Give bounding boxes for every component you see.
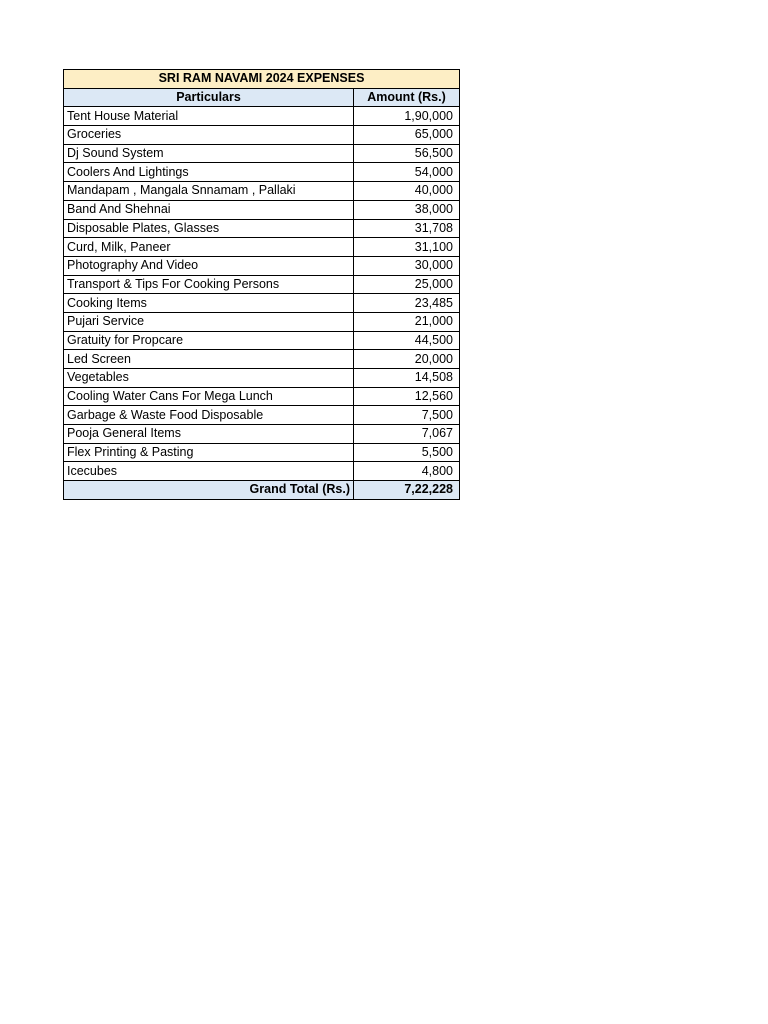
particular-cell: Curd, Milk, Paneer xyxy=(64,238,354,257)
amount-cell: 21,000 xyxy=(354,312,460,331)
table-row xyxy=(64,126,460,145)
table-row xyxy=(64,163,460,182)
table-row xyxy=(64,107,460,126)
amount-cell: 30,000 xyxy=(354,256,460,275)
amount-cell: 25,000 xyxy=(354,275,460,294)
table-row xyxy=(64,182,460,201)
particular-cell: Coolers And Lightings xyxy=(64,163,354,182)
particular-cell: Pujari Service xyxy=(64,312,354,331)
particular-cell: Led Screen xyxy=(64,350,354,369)
amount-cell: 38,000 xyxy=(354,200,460,219)
particular-cell: Disposable Plates, Glasses xyxy=(64,219,354,238)
amount-cell: 7,500 xyxy=(354,406,460,425)
table-row xyxy=(64,462,460,481)
amount-cell: 7,067 xyxy=(354,425,460,444)
amount-header: Amount (Rs.) xyxy=(354,88,460,107)
table-row xyxy=(64,200,460,219)
grand-total-label: Grand Total (Rs.) xyxy=(64,481,354,500)
table-row xyxy=(64,425,460,444)
amount-cell: 5,500 xyxy=(354,443,460,462)
table-row xyxy=(64,238,460,257)
table-row xyxy=(64,294,460,313)
table-row xyxy=(64,331,460,350)
table-row xyxy=(64,406,460,425)
particular-cell: Flex Printing & Pasting xyxy=(64,443,354,462)
particular-cell: Band And Shehnai xyxy=(64,200,354,219)
expense-rows xyxy=(64,107,460,481)
table-row xyxy=(64,275,460,294)
amount-cell: 40,000 xyxy=(354,182,460,201)
particular-cell: Cooling Water Cans For Mega Lunch xyxy=(64,387,354,406)
particular-cell: Vegetables xyxy=(64,369,354,388)
amount-cell: 14,508 xyxy=(354,369,460,388)
amount-cell: 44,500 xyxy=(354,331,460,350)
table-row xyxy=(64,443,460,462)
table-row xyxy=(64,312,460,331)
amount-cell: 4,800 xyxy=(354,462,460,481)
table-title: SRI RAM NAVAMI 2024 EXPENSES xyxy=(64,70,460,89)
amount-cell: 65,000 xyxy=(354,126,460,145)
table-row xyxy=(64,219,460,238)
table-row xyxy=(64,350,460,369)
particular-cell: Pooja General Items xyxy=(64,425,354,444)
amount-cell: 56,500 xyxy=(354,144,460,163)
header-row xyxy=(64,88,460,107)
particular-cell: Garbage & Waste Food Disposable xyxy=(64,406,354,425)
amount-cell: 1,90,000 xyxy=(354,107,460,126)
amount-cell: 20,000 xyxy=(354,350,460,369)
expense-sheet xyxy=(63,69,459,500)
amount-cell: 23,485 xyxy=(354,294,460,313)
particular-cell: Dj Sound System xyxy=(64,144,354,163)
particular-cell: Transport & Tips For Cooking Persons xyxy=(64,275,354,294)
amount-cell: 12,560 xyxy=(354,387,460,406)
particular-cell: Photography And Video xyxy=(64,256,354,275)
particular-cell: Tent House Material xyxy=(64,107,354,126)
particular-cell: Groceries xyxy=(64,126,354,145)
amount-cell: 54,000 xyxy=(354,163,460,182)
particulars-header: Particulars xyxy=(64,88,354,107)
amount-cell: 31,100 xyxy=(354,238,460,257)
particular-cell: Icecubes xyxy=(64,462,354,481)
grand-total-amount: 7,22,228 xyxy=(354,481,460,500)
table-row xyxy=(64,369,460,388)
title-row xyxy=(64,70,460,89)
table-row xyxy=(64,256,460,275)
expense-table xyxy=(63,69,460,500)
particular-cell: Mandapam , Mangala Snnamam , Pallaki xyxy=(64,182,354,201)
table-row xyxy=(64,144,460,163)
amount-cell: 31,708 xyxy=(354,219,460,238)
particular-cell: Cooking Items xyxy=(64,294,354,313)
particular-cell: Gratuity for Propcare xyxy=(64,331,354,350)
table-row xyxy=(64,387,460,406)
grand-total-row xyxy=(64,481,460,500)
